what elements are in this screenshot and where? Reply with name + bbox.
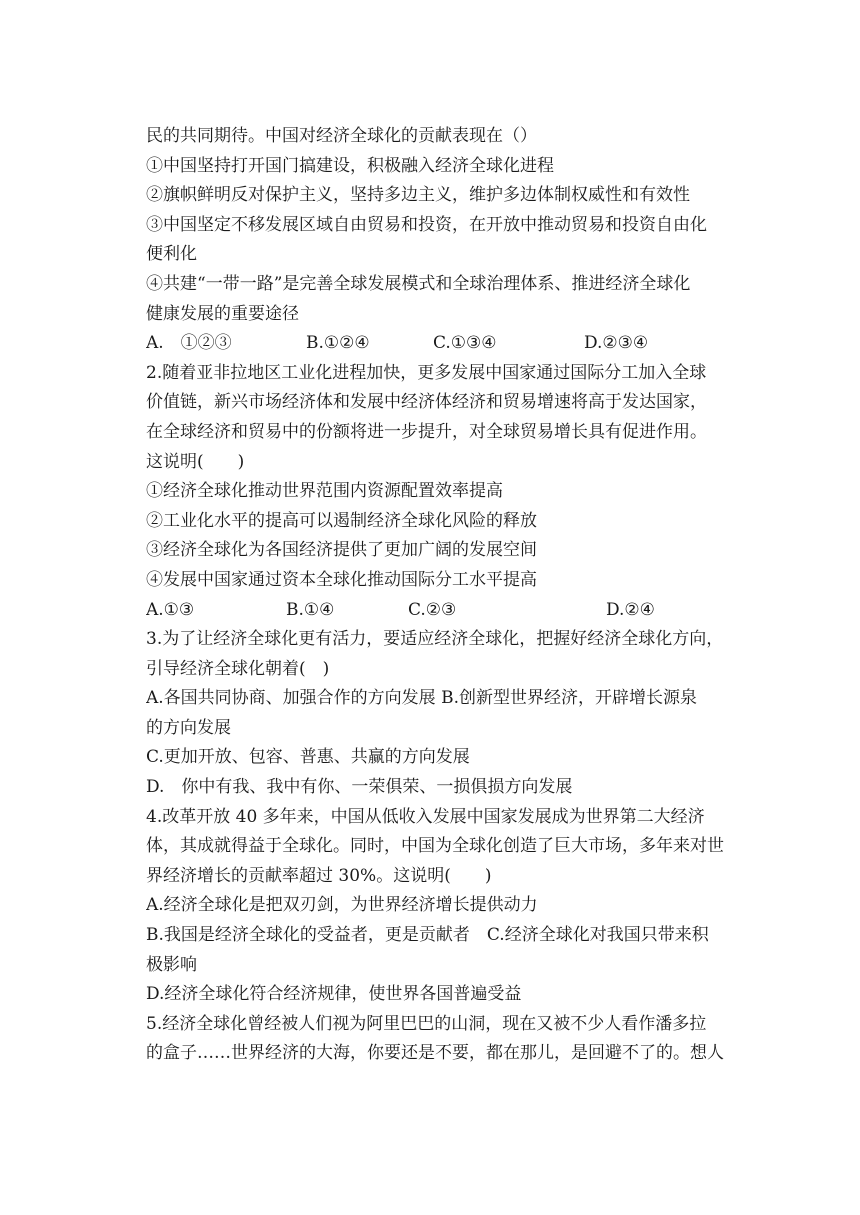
q3-option-b-cont: 的方向发展: [146, 717, 231, 738]
q3-option-d: D. 你中有我、我中有你、一荣俱荣、一损俱损方向发展: [146, 777, 573, 798]
q4-option-a: A.经济全球化是把双刃剑，为世界经济增长提供动力: [146, 895, 538, 916]
q1-option-b: B.①②④: [306, 333, 370, 354]
q3-stem-cont: 引导经济全球化朝着( ): [146, 658, 330, 679]
q1-options: [146, 329, 726, 359]
q3-stem: 3.为了让经济全球化更有活力，要适应经济全球化，把握好经济全球化方向，: [146, 629, 724, 650]
q2-stem-cont: 在全球经济和贸易中的份额将进一步提升，对全球贸易增长具有促进作用。: [146, 421, 707, 442]
q4-stem-cont: 体，其成就得益于全球化。同时，中国为全球化创造了巨大市场，多年来对世: [146, 836, 724, 857]
q1-statement-1: ①中国坚持打开国门搞建设，积极融入经济全球化进程: [146, 155, 554, 176]
q4-option-b-c: B.我国是经济全球化的受益者，更是贡献者 C.经济全球化对我国只带来积: [146, 925, 709, 946]
q1-option-c: C.①③④: [433, 333, 497, 354]
q2-stem-cont: 这说明( ): [146, 451, 245, 472]
text-line: 民的共同期待。中国对经济全球化的贡献表现在（）: [146, 126, 537, 146]
q1-option-d: D.②③④: [584, 333, 649, 354]
q2-stem-cont: 价值链，新兴市场经济体和发展中经济体经济和贸易增速将高于发达国家，: [146, 392, 707, 413]
q1-option-a: A. ①②③: [146, 333, 232, 354]
q2-option-b: B.①④: [286, 599, 335, 620]
q4-stem-cont: 界经济增长的贡献率超过 30%。这说明( ): [146, 865, 492, 886]
q1-statement-2: ②旗帜鲜明反对保护主义，坚持多边主义，维护多边体制权威性和有效性: [146, 185, 690, 206]
q4-option-d: D.经济全球化符合经济规律，使世界各国普遍受益: [146, 984, 522, 1005]
q2-option-d: D.②④: [606, 599, 655, 620]
q2-statement-2: ②工业化水平的提高可以遏制经济全球化风险的释放: [146, 510, 537, 531]
q3-option-c: C.更加开放、包容、普惠、共赢的方向发展: [146, 747, 470, 768]
document-body: [146, 122, 726, 1069]
q4-option-c-cont: 极影响: [146, 954, 197, 975]
q3-option-a-b: A.各国共同协商、加强合作的方向发展 B.创新型世界经济，开辟增长源泉: [146, 688, 697, 709]
q2-option-a: A.①③: [146, 599, 195, 620]
q5-stem: 5.经济全球化曾经被人们视为阿里巴巴的山洞，现在又被不少人看作潘多拉: [146, 1013, 707, 1034]
q2-option-c: C.②③: [408, 599, 457, 620]
q4-stem: 4.改革开放 40 多年来，中国从低收入发展中国家发展成为世界第二大经济: [146, 806, 705, 827]
q5-stem-cont: 的盒子……世界经济的大海，你要还是不要，都在那儿，是回避不了的。想人: [146, 1043, 724, 1064]
q1-statement-3: ③中国坚定不移发展区域自由贸易和投资，在开放中推动贸易和投资自由化: [146, 214, 707, 235]
q2-statement-3: ③经济全球化为各国经济提供了更加广阔的发展空间: [146, 540, 537, 561]
q1-statement-4-cont: 健康发展的重要途径: [146, 303, 299, 324]
q1-statement-3-cont: 便利化: [146, 244, 197, 265]
q2-stem: 2.随着亚非拉地区工业化进程加快，更多发展中国家通过国际分工加入全球: [146, 362, 707, 383]
q2-statement-4: ④发展中国家通过资本全球化推动国际分工水平提高: [146, 569, 537, 590]
q1-statement-4: ④共建“一带一路”是完善全球发展模式和全球治理体系、推进经济全球化: [146, 273, 691, 294]
q2-options: [146, 596, 726, 626]
q2-statement-1: ①经济全球化推动世界范围内资源配置效率提高: [146, 481, 503, 502]
